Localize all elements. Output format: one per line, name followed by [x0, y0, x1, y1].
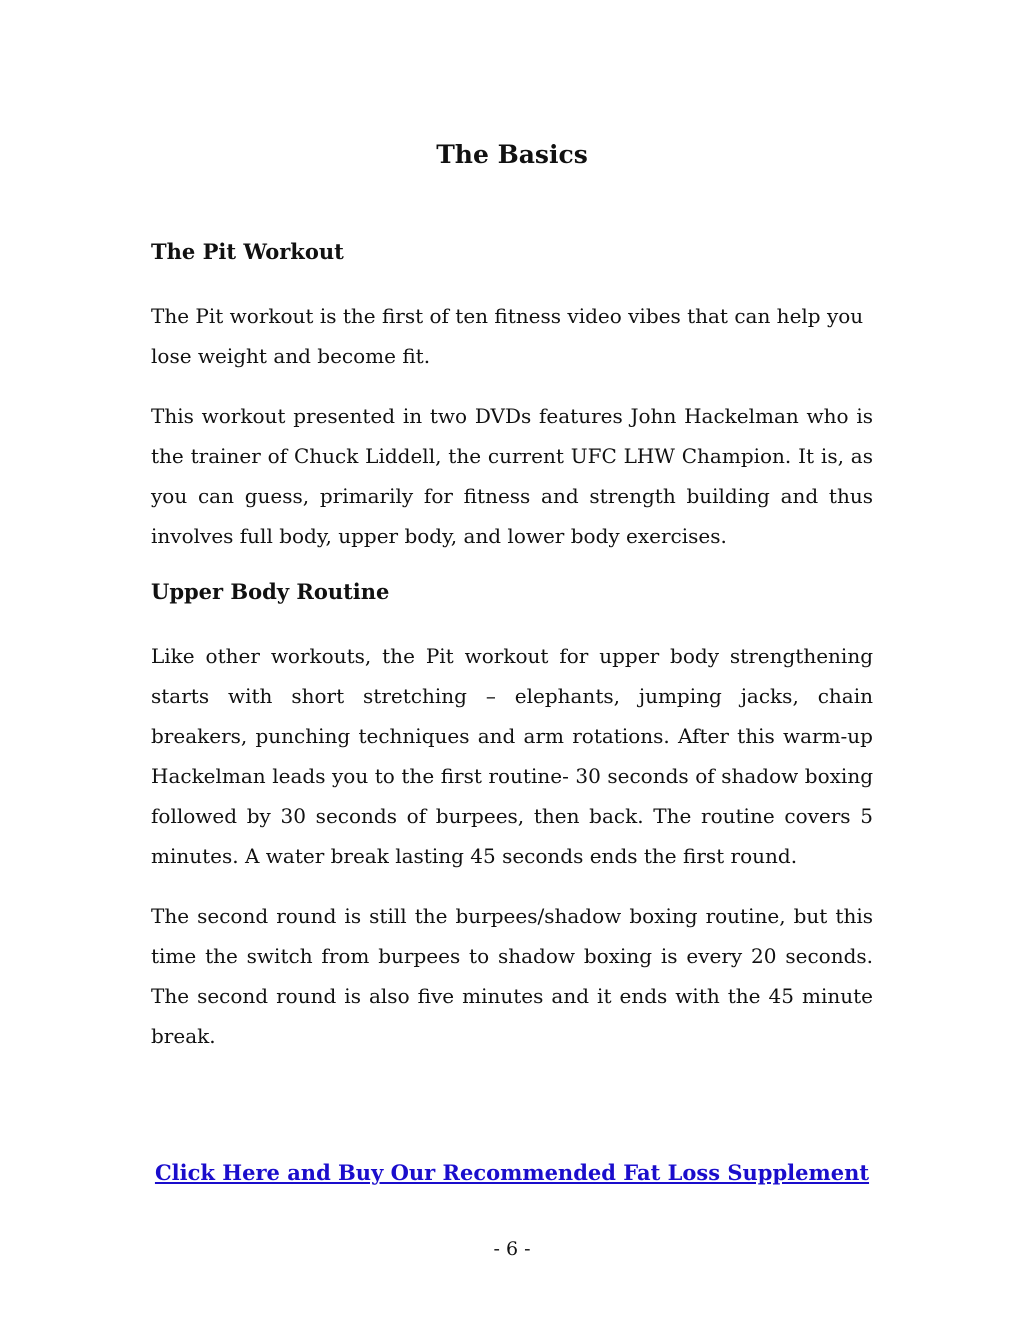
page-content: [151, 236, 873, 1076]
paragraph-pit-details: This workout presented in two DVDs features John Hackelman who is the trainer of Chuck Liddell, the current UFC LHW Champion. It is, as you can guess, primarily for fitness and strength building and thus involves full body, upper body, and lower body exercises.: [151, 404, 873, 548]
buy-supplement-link[interactable]: Click Here and Buy Our Recommended Fat Loss Supplement: [154, 1160, 870, 1185]
paragraph-upper-body-round-two: The second round is still the burpees/shadow boxing routine, but this time the switch from burpees to shadow boxing is every 20 seconds. The second round is also five minutes and it ends with the 45 minute break.: [151, 904, 873, 1048]
paragraph-upper-body-round-one: Like other workouts, the Pit workout for upper body strengthening starts with short stretching – elephants, jumping jacks, chain breakers, punching techniques and arm rotations. After this warm-up Hackelman leads you to the first routine- 30 seconds of shadow boxing followed by 30 seconds of burpees, then back. The routine covers 5 minutes. A water break lasting 45 seconds ends the first round.: [151, 644, 873, 868]
page-title: The Basics: [436, 140, 588, 169]
section-heading-pit-workout: The Pit Workout: [151, 239, 344, 264]
page-number: - 6 -: [493, 1238, 531, 1260]
paragraph-pit-intro: The Pit workout is the first of ten fitness video vibes that can help you lose weight and become fit.: [151, 304, 864, 368]
section-heading-upper-body: Upper Body Routine: [151, 579, 390, 604]
